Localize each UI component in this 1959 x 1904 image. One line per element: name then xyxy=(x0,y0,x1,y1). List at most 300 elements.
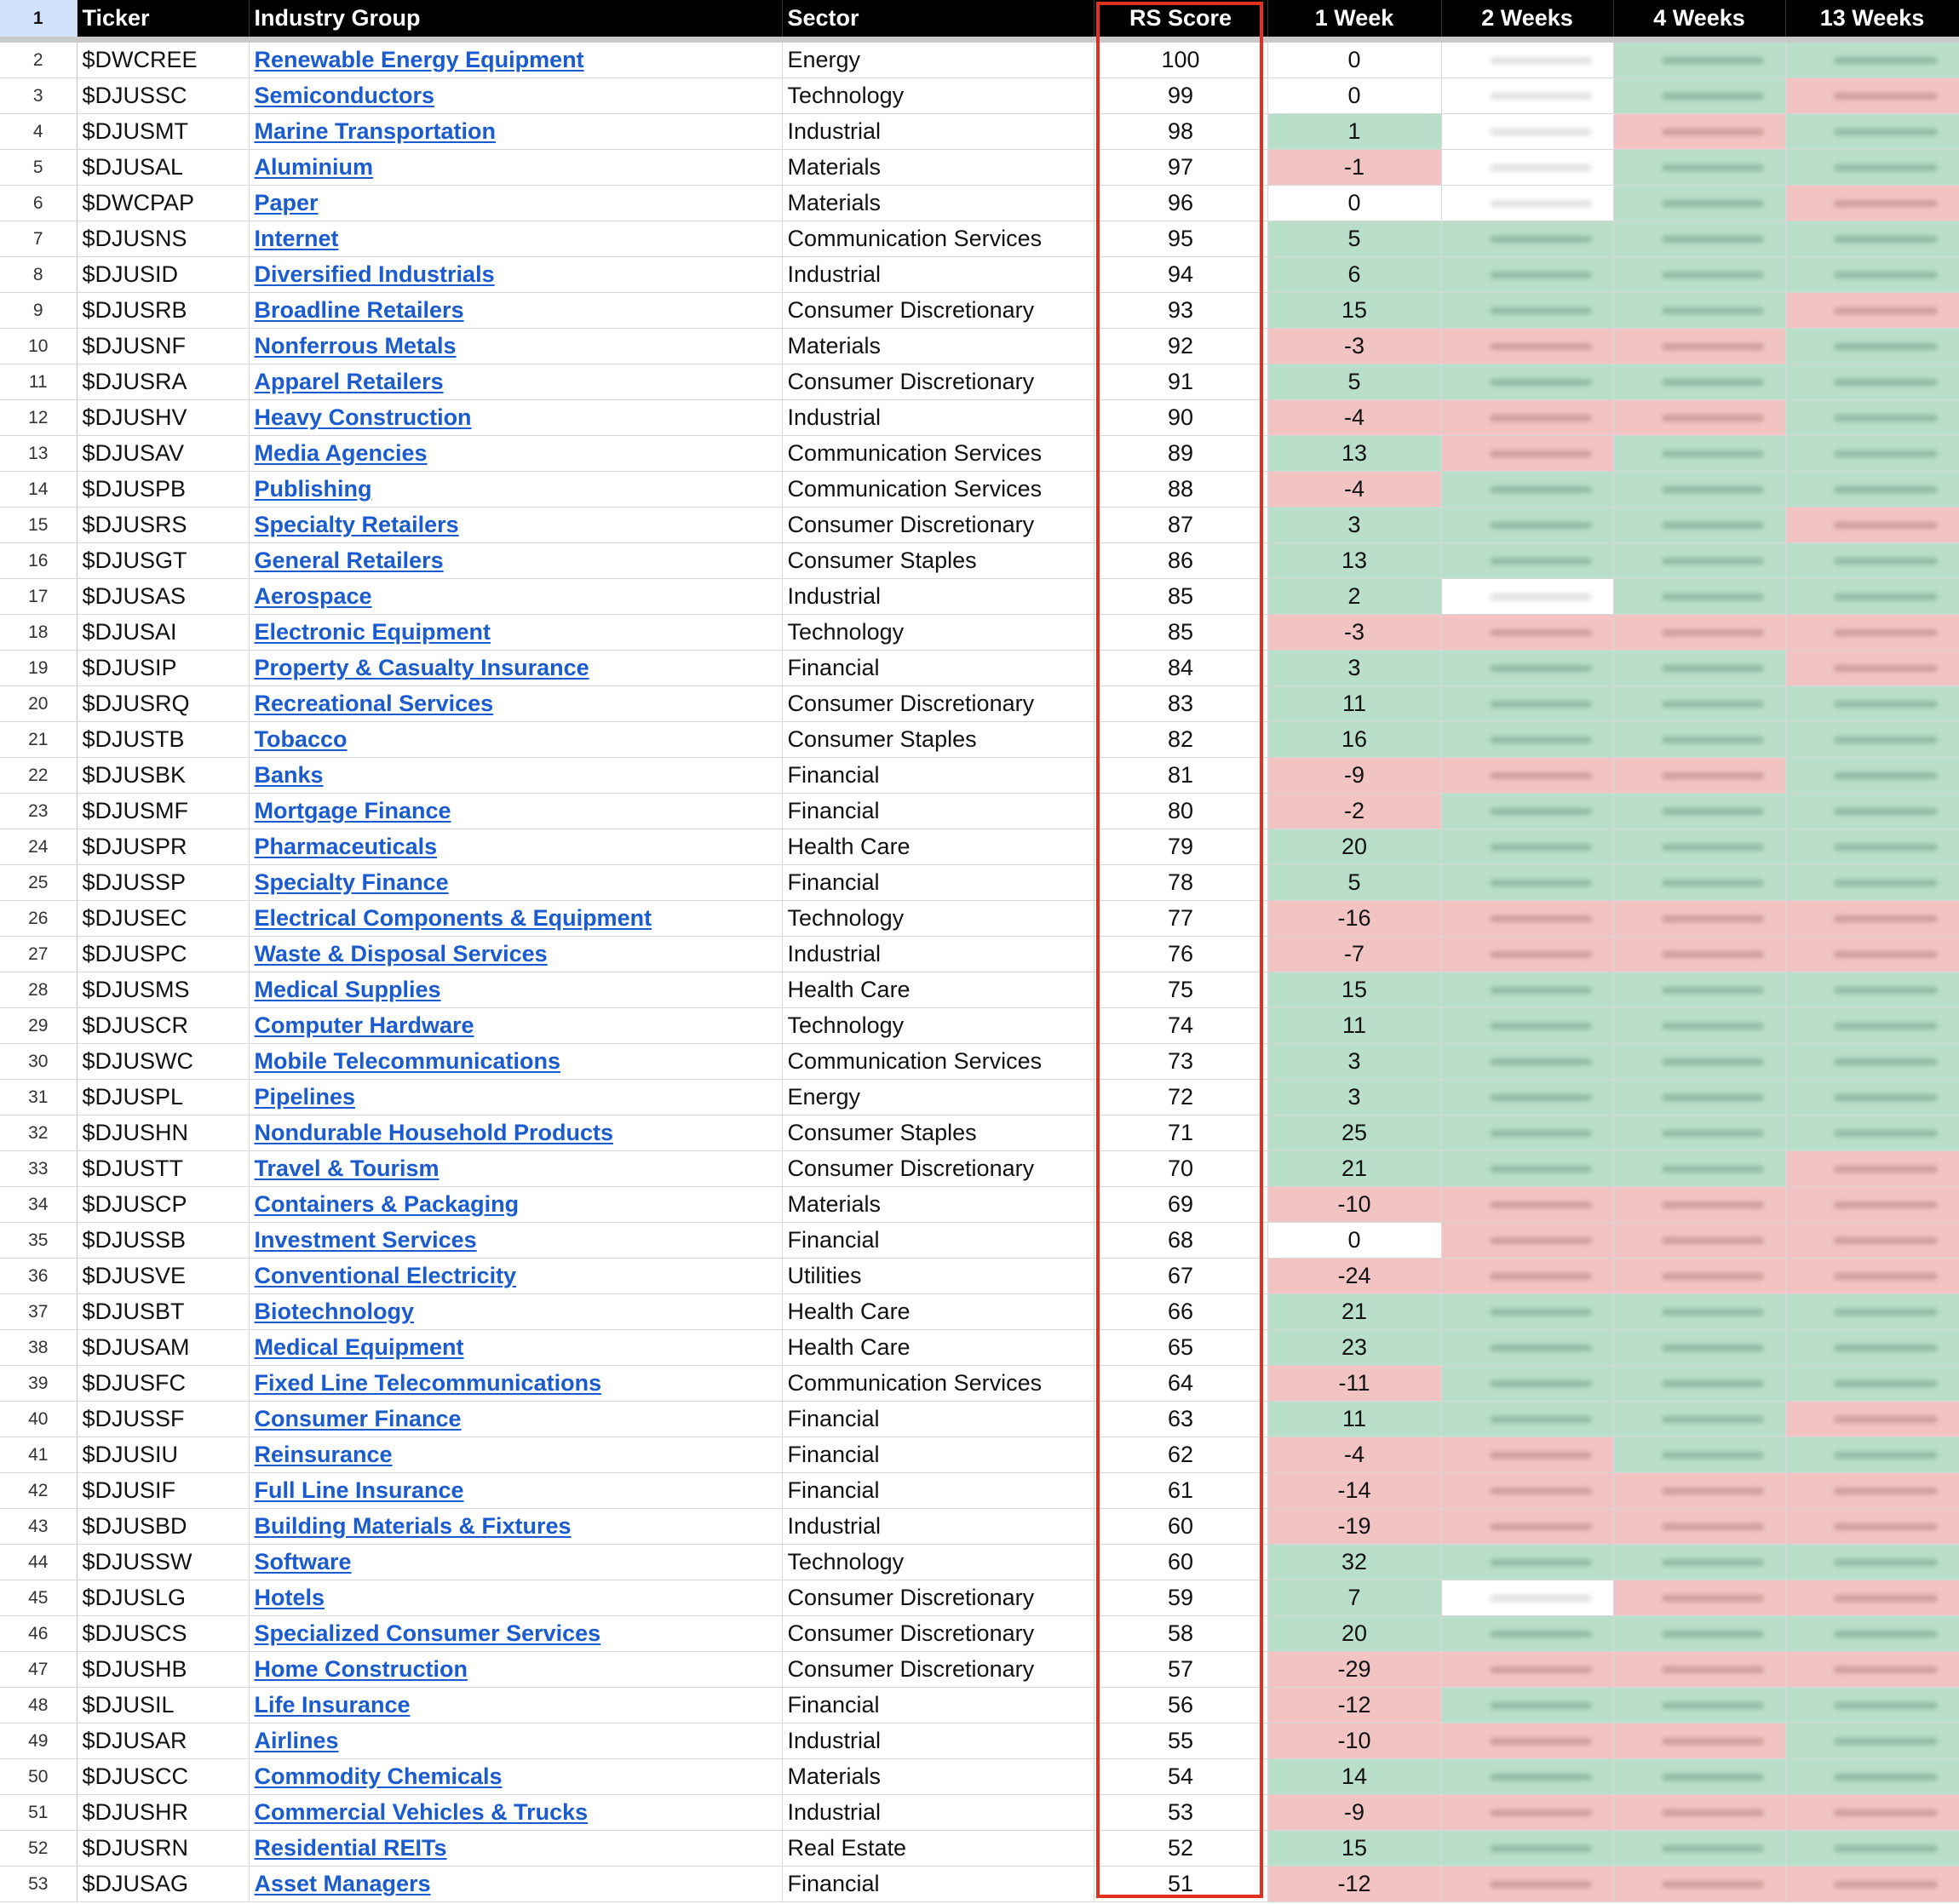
weeks-13-change-cell[interactable] xyxy=(1785,543,1959,579)
industry-cell[interactable] xyxy=(249,615,782,651)
ticker-cell[interactable]: $DJUSRA xyxy=(77,364,249,400)
weeks-4-change-cell[interactable] xyxy=(1613,293,1785,329)
industry-cell[interactable] xyxy=(249,472,782,508)
weeks-4-change-cell[interactable] xyxy=(1613,1616,1785,1652)
row-number[interactable]: 53 xyxy=(0,1867,77,1902)
industry-link[interactable]: Biotechnology xyxy=(254,1299,414,1324)
industry-link[interactable]: Nonferrous Metals xyxy=(254,333,457,358)
weeks-2-change-cell[interactable] xyxy=(1441,114,1613,150)
week-1-change-cell[interactable]: -4 xyxy=(1267,472,1441,508)
row-number[interactable]: 22 xyxy=(0,758,77,794)
industry-cell[interactable] xyxy=(249,1652,782,1688)
ticker-cell[interactable]: $DWCPAP xyxy=(77,186,249,221)
weeks-2-change-cell[interactable] xyxy=(1441,1187,1613,1223)
ticker-cell[interactable]: $DJUSMT xyxy=(77,114,249,150)
industry-link[interactable]: Renewable Energy Equipment xyxy=(254,47,584,72)
row-number[interactable]: 35 xyxy=(0,1223,77,1259)
weeks-4-change-cell[interactable] xyxy=(1613,1509,1785,1545)
sector-cell[interactable]: Technology xyxy=(782,1545,1094,1580)
ticker-cell[interactable]: $DJUSCP xyxy=(77,1187,249,1223)
week-1-change-cell[interactable]: -14 xyxy=(1267,1473,1441,1509)
rs-score-cell[interactable]: 66 xyxy=(1094,1294,1267,1330)
industry-link[interactable]: Software xyxy=(254,1549,352,1574)
sector-cell[interactable]: Communication Services xyxy=(782,472,1094,508)
industry-cell[interactable] xyxy=(249,1115,782,1151)
row-number[interactable]: 25 xyxy=(0,865,77,901)
rs-score-cell[interactable]: 65 xyxy=(1094,1330,1267,1366)
industry-cell[interactable] xyxy=(249,186,782,221)
industry-link[interactable]: Recreational Services xyxy=(254,691,494,716)
industry-link[interactable]: Apparel Retailers xyxy=(254,369,444,394)
industry-cell[interactable] xyxy=(249,1759,782,1795)
ticker-cell[interactable]: $DJUSAR xyxy=(77,1723,249,1759)
col-header-4-weeks[interactable]: 4 Weeks xyxy=(1613,0,1785,40)
sector-cell[interactable]: Communication Services xyxy=(782,436,1094,472)
ticker-cell[interactable]: $DJUSPB xyxy=(77,472,249,508)
week-1-change-cell[interactable]: 13 xyxy=(1267,436,1441,472)
col-header-industry-group[interactable]: Industry Group xyxy=(249,0,782,40)
row-number[interactable]: 16 xyxy=(0,543,77,579)
weeks-13-change-cell[interactable] xyxy=(1785,1366,1959,1402)
weeks-2-change-cell[interactable] xyxy=(1441,1545,1613,1580)
weeks-13-change-cell[interactable] xyxy=(1785,1330,1959,1366)
row-number[interactable]: 14 xyxy=(0,472,77,508)
sector-cell[interactable]: Health Care xyxy=(782,829,1094,865)
weeks-13-change-cell[interactable] xyxy=(1785,1795,1959,1831)
ticker-cell[interactable]: $DJUSNS xyxy=(77,221,249,257)
weeks-13-change-cell[interactable] xyxy=(1785,1545,1959,1580)
industry-cell[interactable] xyxy=(249,221,782,257)
industry-cell[interactable] xyxy=(249,1545,782,1580)
row-number[interactable]: 4 xyxy=(0,114,77,150)
row-number[interactable]: 19 xyxy=(0,651,77,686)
weeks-13-change-cell[interactable] xyxy=(1785,1688,1959,1723)
week-1-change-cell[interactable]: -12 xyxy=(1267,1688,1441,1723)
weeks-13-change-cell[interactable] xyxy=(1785,1437,1959,1473)
rs-score-cell[interactable]: 77 xyxy=(1094,901,1267,937)
weeks-13-change-cell[interactable] xyxy=(1785,901,1959,937)
week-1-change-cell[interactable]: -3 xyxy=(1267,615,1441,651)
week-1-change-cell[interactable]: -12 xyxy=(1267,1867,1441,1902)
rs-score-cell[interactable]: 60 xyxy=(1094,1545,1267,1580)
industry-link[interactable]: Aluminium xyxy=(254,154,373,180)
ticker-cell[interactable]: $DJUSAS xyxy=(77,579,249,615)
week-1-change-cell[interactable]: 13 xyxy=(1267,543,1441,579)
weeks-2-change-cell[interactable] xyxy=(1441,1795,1613,1831)
ticker-cell[interactable]: $DJUSTT xyxy=(77,1151,249,1187)
rs-score-cell[interactable]: 90 xyxy=(1094,400,1267,436)
industry-link[interactable]: Paper xyxy=(254,190,319,215)
weeks-2-change-cell[interactable] xyxy=(1441,293,1613,329)
weeks-13-change-cell[interactable] xyxy=(1785,78,1959,114)
weeks-13-change-cell[interactable] xyxy=(1785,1723,1959,1759)
industry-cell[interactable] xyxy=(249,150,782,186)
weeks-4-change-cell[interactable] xyxy=(1613,1867,1785,1902)
sector-cell[interactable]: Financial xyxy=(782,1473,1094,1509)
industry-link[interactable]: Full Line Insurance xyxy=(254,1477,464,1503)
weeks-4-change-cell[interactable] xyxy=(1613,1723,1785,1759)
weeks-2-change-cell[interactable] xyxy=(1441,579,1613,615)
ticker-cell[interactable]: $DJUSAV xyxy=(77,436,249,472)
industry-link[interactable]: Mortgage Finance xyxy=(254,798,451,823)
weeks-13-change-cell[interactable] xyxy=(1785,364,1959,400)
rs-score-cell[interactable]: 54 xyxy=(1094,1759,1267,1795)
rs-score-cell[interactable]: 61 xyxy=(1094,1473,1267,1509)
row-number[interactable]: 33 xyxy=(0,1151,77,1187)
week-1-change-cell[interactable]: 1 xyxy=(1267,114,1441,150)
row-number[interactable]: 42 xyxy=(0,1473,77,1509)
week-1-change-cell[interactable]: 2 xyxy=(1267,579,1441,615)
weeks-2-change-cell[interactable] xyxy=(1441,508,1613,543)
ticker-cell[interactable]: $DJUSNF xyxy=(77,329,249,364)
ticker-cell[interactable]: $DJUSHR xyxy=(77,1795,249,1831)
weeks-2-change-cell[interactable] xyxy=(1441,1616,1613,1652)
rs-score-cell[interactable]: 74 xyxy=(1094,1008,1267,1044)
rs-score-cell[interactable]: 51 xyxy=(1094,1867,1267,1902)
industry-cell[interactable] xyxy=(249,758,782,794)
ticker-cell[interactable]: $DJUSBT xyxy=(77,1294,249,1330)
weeks-2-change-cell[interactable] xyxy=(1441,1509,1613,1545)
rs-score-cell[interactable]: 53 xyxy=(1094,1795,1267,1831)
sector-cell[interactable]: Industrial xyxy=(782,114,1094,150)
weeks-13-change-cell[interactable] xyxy=(1785,1223,1959,1259)
ticker-cell[interactable]: $DJUSFC xyxy=(77,1366,249,1402)
week-1-change-cell[interactable]: -24 xyxy=(1267,1259,1441,1294)
week-1-change-cell[interactable]: -3 xyxy=(1267,329,1441,364)
industry-link[interactable]: General Retailers xyxy=(254,548,444,573)
row-number[interactable]: 41 xyxy=(0,1437,77,1473)
row-number[interactable]: 6 xyxy=(0,186,77,221)
industry-cell[interactable] xyxy=(249,1580,782,1616)
sector-cell[interactable]: Materials xyxy=(782,186,1094,221)
weeks-2-change-cell[interactable] xyxy=(1441,1008,1613,1044)
weeks-13-change-cell[interactable] xyxy=(1785,472,1959,508)
ticker-cell[interactable]: $DJUSIU xyxy=(77,1437,249,1473)
weeks-13-change-cell[interactable] xyxy=(1785,257,1959,293)
sector-cell[interactable]: Consumer Discretionary xyxy=(782,1652,1094,1688)
rs-score-cell[interactable]: 64 xyxy=(1094,1366,1267,1402)
col-header-ticker[interactable]: Ticker xyxy=(77,0,249,40)
weeks-13-change-cell[interactable] xyxy=(1785,1187,1959,1223)
weeks-4-change-cell[interactable] xyxy=(1613,972,1785,1008)
weeks-4-change-cell[interactable] xyxy=(1613,329,1785,364)
weeks-4-change-cell[interactable] xyxy=(1613,114,1785,150)
ticker-cell[interactable]: $DJUSSF xyxy=(77,1402,249,1437)
industry-cell[interactable] xyxy=(249,543,782,579)
rs-score-cell[interactable]: 78 xyxy=(1094,865,1267,901)
week-1-change-cell[interactable]: -4 xyxy=(1267,1437,1441,1473)
sector-cell[interactable]: Financial xyxy=(782,1867,1094,1902)
industry-link[interactable]: Specialized Consumer Services xyxy=(254,1620,601,1646)
ticker-cell[interactable]: $DJUSPR xyxy=(77,829,249,865)
rs-score-cell[interactable]: 86 xyxy=(1094,543,1267,579)
industry-link[interactable]: Commodity Chemicals xyxy=(254,1763,503,1789)
week-1-change-cell[interactable]: 11 xyxy=(1267,686,1441,722)
weeks-13-change-cell[interactable] xyxy=(1785,329,1959,364)
row-number[interactable]: 27 xyxy=(0,937,77,972)
industry-link[interactable]: Asset Managers xyxy=(254,1871,431,1896)
industry-link[interactable]: Specialty Retailers xyxy=(254,512,459,537)
weeks-4-change-cell[interactable] xyxy=(1613,1151,1785,1187)
weeks-13-change-cell[interactable] xyxy=(1785,436,1959,472)
weeks-13-change-cell[interactable] xyxy=(1785,1008,1959,1044)
industry-cell[interactable] xyxy=(249,78,782,114)
rs-score-cell[interactable]: 52 xyxy=(1094,1831,1267,1867)
sector-cell[interactable]: Communication Services xyxy=(782,1044,1094,1080)
industry-link[interactable]: Tobacco xyxy=(254,726,348,752)
weeks-2-change-cell[interactable] xyxy=(1441,1259,1613,1294)
industry-cell[interactable] xyxy=(249,651,782,686)
weeks-13-change-cell[interactable] xyxy=(1785,1044,1959,1080)
ticker-cell[interactable]: $DJUSVE xyxy=(77,1259,249,1294)
weeks-13-change-cell[interactable] xyxy=(1785,972,1959,1008)
weeks-2-change-cell[interactable] xyxy=(1441,78,1613,114)
industry-cell[interactable] xyxy=(249,364,782,400)
sector-cell[interactable]: Materials xyxy=(782,329,1094,364)
week-1-change-cell[interactable]: 15 xyxy=(1267,1831,1441,1867)
row-number[interactable]: 21 xyxy=(0,722,77,758)
industry-cell[interactable] xyxy=(249,901,782,937)
weeks-4-change-cell[interactable] xyxy=(1613,1759,1785,1795)
row-number[interactable]: 51 xyxy=(0,1795,77,1831)
sector-cell[interactable]: Energy xyxy=(782,40,1094,78)
weeks-13-change-cell[interactable] xyxy=(1785,1080,1959,1115)
weeks-4-change-cell[interactable] xyxy=(1613,1652,1785,1688)
week-1-change-cell[interactable]: 7 xyxy=(1267,1580,1441,1616)
weeks-13-change-cell[interactable] xyxy=(1785,40,1959,78)
rs-score-cell[interactable]: 62 xyxy=(1094,1437,1267,1473)
row-number[interactable]: 13 xyxy=(0,436,77,472)
industry-cell[interactable] xyxy=(249,794,782,829)
ticker-cell[interactable]: $DJUSCC xyxy=(77,1759,249,1795)
week-1-change-cell[interactable]: -10 xyxy=(1267,1187,1441,1223)
industry-cell[interactable] xyxy=(249,1795,782,1831)
rs-score-cell[interactable]: 99 xyxy=(1094,78,1267,114)
ticker-cell[interactable]: $DJUSSP xyxy=(77,865,249,901)
col-header-rs-score[interactable]: RS Score xyxy=(1094,0,1267,40)
weeks-13-change-cell[interactable] xyxy=(1785,865,1959,901)
rs-score-cell[interactable]: 59 xyxy=(1094,1580,1267,1616)
industry-link[interactable]: Residential REITs xyxy=(254,1835,447,1861)
weeks-2-change-cell[interactable] xyxy=(1441,400,1613,436)
weeks-2-change-cell[interactable] xyxy=(1441,1115,1613,1151)
rs-score-cell[interactable]: 60 xyxy=(1094,1509,1267,1545)
rs-score-cell[interactable]: 75 xyxy=(1094,972,1267,1008)
industry-cell[interactable] xyxy=(249,1723,782,1759)
row-number[interactable]: 32 xyxy=(0,1115,77,1151)
sector-cell[interactable]: Energy xyxy=(782,1080,1094,1115)
sector-cell[interactable]: Industrial xyxy=(782,1795,1094,1831)
week-1-change-cell[interactable]: 21 xyxy=(1267,1151,1441,1187)
industry-cell[interactable] xyxy=(249,1330,782,1366)
sector-cell[interactable]: Industrial xyxy=(782,400,1094,436)
ticker-cell[interactable]: $DJUSEC xyxy=(77,901,249,937)
weeks-2-change-cell[interactable] xyxy=(1441,829,1613,865)
weeks-4-change-cell[interactable] xyxy=(1613,1080,1785,1115)
row-number[interactable]: 18 xyxy=(0,615,77,651)
weeks-2-change-cell[interactable] xyxy=(1441,972,1613,1008)
industry-cell[interactable] xyxy=(249,40,782,78)
ticker-cell[interactable]: $DJUSBK xyxy=(77,758,249,794)
weeks-2-change-cell[interactable] xyxy=(1441,40,1613,78)
industry-cell[interactable] xyxy=(249,1509,782,1545)
industry-cell[interactable] xyxy=(249,1151,782,1187)
rs-score-cell[interactable]: 98 xyxy=(1094,114,1267,150)
week-1-change-cell[interactable]: -29 xyxy=(1267,1652,1441,1688)
row-number[interactable]: 36 xyxy=(0,1259,77,1294)
weeks-13-change-cell[interactable] xyxy=(1785,651,1959,686)
weeks-2-change-cell[interactable] xyxy=(1441,937,1613,972)
week-1-change-cell[interactable]: -19 xyxy=(1267,1509,1441,1545)
ticker-cell[interactable]: $DJUSGT xyxy=(77,543,249,579)
industry-cell[interactable] xyxy=(249,1831,782,1867)
weeks-2-change-cell[interactable] xyxy=(1441,364,1613,400)
row-number[interactable]: 30 xyxy=(0,1044,77,1080)
rs-score-cell[interactable]: 83 xyxy=(1094,686,1267,722)
week-1-change-cell[interactable]: 3 xyxy=(1267,651,1441,686)
ticker-cell[interactable]: $DJUSCS xyxy=(77,1616,249,1652)
sector-cell[interactable]: Technology xyxy=(782,78,1094,114)
row-number[interactable]: 44 xyxy=(0,1545,77,1580)
industry-cell[interactable] xyxy=(249,257,782,293)
row-number[interactable]: 3 xyxy=(0,78,77,114)
weeks-2-change-cell[interactable] xyxy=(1441,722,1613,758)
sector-cell[interactable]: Industrial xyxy=(782,257,1094,293)
industry-cell[interactable] xyxy=(249,937,782,972)
weeks-4-change-cell[interactable] xyxy=(1613,794,1785,829)
col-header-1-week[interactable]: 1 Week xyxy=(1267,0,1441,40)
industry-link[interactable]: Property & Casualty Insurance xyxy=(254,655,589,680)
sector-cell[interactable]: Consumer Staples xyxy=(782,722,1094,758)
industry-link[interactable]: Fixed Line Telecommunications xyxy=(254,1370,602,1396)
industry-cell[interactable] xyxy=(249,1616,782,1652)
weeks-2-change-cell[interactable] xyxy=(1441,1688,1613,1723)
ticker-cell[interactable]: $DJUSMS xyxy=(77,972,249,1008)
industry-link[interactable]: Medical Supplies xyxy=(254,977,441,1002)
rs-score-cell[interactable]: 56 xyxy=(1094,1688,1267,1723)
week-1-change-cell[interactable]: 3 xyxy=(1267,1080,1441,1115)
ticker-cell[interactable]: $DJUSMF xyxy=(77,794,249,829)
weeks-2-change-cell[interactable] xyxy=(1441,150,1613,186)
rs-score-cell[interactable]: 79 xyxy=(1094,829,1267,865)
weeks-4-change-cell[interactable] xyxy=(1613,1402,1785,1437)
sector-cell[interactable]: Financial xyxy=(782,1688,1094,1723)
ticker-cell[interactable]: $DJUSBD xyxy=(77,1509,249,1545)
ticker-cell[interactable]: $DJUSAM xyxy=(77,1330,249,1366)
weeks-13-change-cell[interactable] xyxy=(1785,1473,1959,1509)
sector-cell[interactable]: Materials xyxy=(782,1759,1094,1795)
week-1-change-cell[interactable]: 14 xyxy=(1267,1759,1441,1795)
sector-cell[interactable]: Technology xyxy=(782,615,1094,651)
sector-cell[interactable]: Consumer Discretionary xyxy=(782,686,1094,722)
ticker-cell[interactable]: $DJUSAG xyxy=(77,1867,249,1902)
rs-score-cell[interactable]: 73 xyxy=(1094,1044,1267,1080)
week-1-change-cell[interactable]: 11 xyxy=(1267,1008,1441,1044)
ticker-cell[interactable]: $DJUSSW xyxy=(77,1545,249,1580)
weeks-13-change-cell[interactable] xyxy=(1785,508,1959,543)
weeks-2-change-cell[interactable] xyxy=(1441,1723,1613,1759)
weeks-4-change-cell[interactable] xyxy=(1613,257,1785,293)
weeks-2-change-cell[interactable] xyxy=(1441,615,1613,651)
rs-score-cell[interactable]: 68 xyxy=(1094,1223,1267,1259)
industry-link[interactable]: Electronic Equipment xyxy=(254,619,491,645)
rs-score-cell[interactable]: 80 xyxy=(1094,794,1267,829)
row-number[interactable]: 8 xyxy=(0,257,77,293)
sector-cell[interactable]: Industrial xyxy=(782,579,1094,615)
weeks-4-change-cell[interactable] xyxy=(1613,1795,1785,1831)
rs-score-cell[interactable]: 55 xyxy=(1094,1723,1267,1759)
industry-link[interactable]: Hotels xyxy=(254,1585,325,1610)
industry-cell[interactable] xyxy=(249,1688,782,1723)
rs-score-cell[interactable]: 89 xyxy=(1094,436,1267,472)
week-1-change-cell[interactable]: -1 xyxy=(1267,150,1441,186)
industry-link[interactable]: Semiconductors xyxy=(254,83,435,108)
weeks-4-change-cell[interactable] xyxy=(1613,364,1785,400)
industry-cell[interactable] xyxy=(249,400,782,436)
industry-link[interactable]: Investment Services xyxy=(254,1227,477,1253)
weeks-2-change-cell[interactable] xyxy=(1441,1294,1613,1330)
ticker-cell[interactable]: $DJUSLG xyxy=(77,1580,249,1616)
week-1-change-cell[interactable]: 15 xyxy=(1267,972,1441,1008)
rs-score-cell[interactable]: 81 xyxy=(1094,758,1267,794)
week-1-change-cell[interactable]: 20 xyxy=(1267,1616,1441,1652)
col-header-sector[interactable]: Sector xyxy=(782,0,1094,40)
industry-link[interactable]: Airlines xyxy=(254,1728,339,1753)
sector-cell[interactable]: Communication Services xyxy=(782,1366,1094,1402)
weeks-13-change-cell[interactable] xyxy=(1785,1151,1959,1187)
sector-cell[interactable]: Technology xyxy=(782,901,1094,937)
weeks-13-change-cell[interactable] xyxy=(1785,1402,1959,1437)
weeks-4-change-cell[interactable] xyxy=(1613,1831,1785,1867)
industry-cell[interactable] xyxy=(249,329,782,364)
weeks-2-change-cell[interactable] xyxy=(1441,1402,1613,1437)
sector-cell[interactable]: Utilities xyxy=(782,1259,1094,1294)
weeks-2-change-cell[interactable] xyxy=(1441,865,1613,901)
rs-score-cell[interactable]: 63 xyxy=(1094,1402,1267,1437)
row-number[interactable]: 9 xyxy=(0,293,77,329)
weeks-4-change-cell[interactable] xyxy=(1613,1187,1785,1223)
week-1-change-cell[interactable]: 25 xyxy=(1267,1115,1441,1151)
sector-cell[interactable]: Materials xyxy=(782,1187,1094,1223)
industry-link[interactable]: Life Insurance xyxy=(254,1692,411,1718)
industry-cell[interactable] xyxy=(249,1044,782,1080)
industry-link[interactable]: Pipelines xyxy=(254,1084,356,1110)
rs-score-cell[interactable]: 95 xyxy=(1094,221,1267,257)
weeks-2-change-cell[interactable] xyxy=(1441,1867,1613,1902)
week-1-change-cell[interactable]: 15 xyxy=(1267,293,1441,329)
industry-cell[interactable] xyxy=(249,508,782,543)
weeks-4-change-cell[interactable] xyxy=(1613,400,1785,436)
rs-score-cell[interactable]: 93 xyxy=(1094,293,1267,329)
industry-link[interactable]: Media Agencies xyxy=(254,440,428,466)
weeks-2-change-cell[interactable] xyxy=(1441,1330,1613,1366)
row-number[interactable]: 20 xyxy=(0,686,77,722)
row-number[interactable]: 12 xyxy=(0,400,77,436)
weeks-2-change-cell[interactable] xyxy=(1441,1652,1613,1688)
weeks-13-change-cell[interactable] xyxy=(1785,1652,1959,1688)
ticker-cell[interactable]: $DJUSHV xyxy=(77,400,249,436)
ticker-cell[interactable]: $DJUSWC xyxy=(77,1044,249,1080)
weeks-13-change-cell[interactable] xyxy=(1785,686,1959,722)
industry-cell[interactable] xyxy=(249,1867,782,1902)
weeks-13-change-cell[interactable] xyxy=(1785,722,1959,758)
sector-cell[interactable]: Consumer Discretionary xyxy=(782,293,1094,329)
week-1-change-cell[interactable]: 5 xyxy=(1267,865,1441,901)
industry-link[interactable]: Aerospace xyxy=(254,583,372,609)
weeks-4-change-cell[interactable] xyxy=(1613,543,1785,579)
rs-score-cell[interactable]: 76 xyxy=(1094,937,1267,972)
ticker-cell[interactable]: $DJUSIP xyxy=(77,651,249,686)
